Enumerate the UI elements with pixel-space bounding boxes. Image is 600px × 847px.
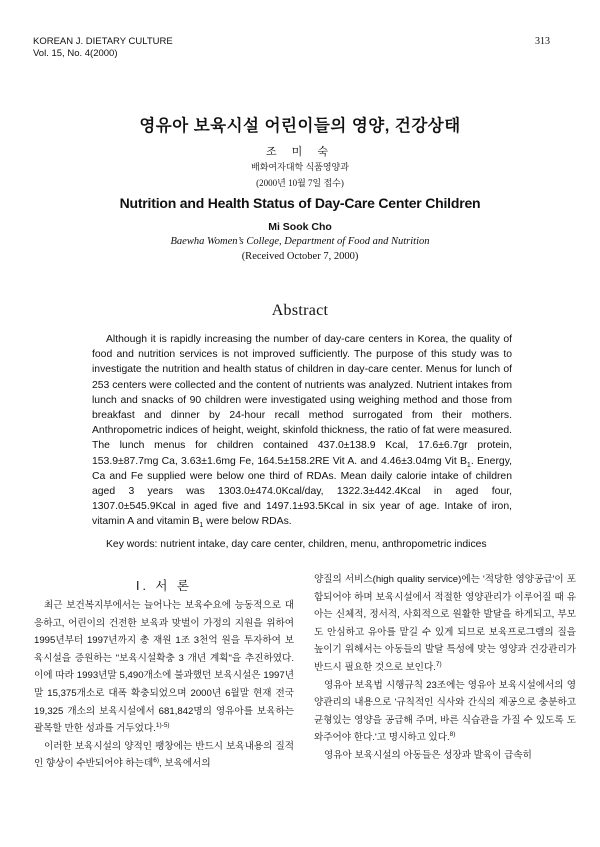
english-title: Nutrition and Health Status of Day-Care Center Children bbox=[119, 195, 481, 211]
body-paragraph bbox=[314, 571, 576, 677]
body-paragraph bbox=[314, 747, 576, 765]
paragraph-text: 양질의 서비스(high quality service)에는 '적당한 영양공급'이 포함되어야 하며 보육시설에서 적절한 영양관리가 이루어질 때 유아는 신체적, 정서적, 사회적으로 원활한 발달을 하게되고, 부모도 안심하고 유아를 맡길 수 있게 되므로 보육프로그램의 질을 높이기 위해서는 아동들의 발달 특성에 맞는 영양과 건강관리가 반드시 필요한 것으로 보인다. bbox=[314, 574, 576, 673]
body-paragraph bbox=[34, 738, 294, 773]
paragraph-text: 최근 보건복지부에서는 늘어나는 보육수요에 능동적으로 대응하고, 어린이의 건전한 보육과 맞벌이 가정의 지원을 위하여 1995년부터 1997년까지 총 재원 1조 3천억 원을 투자하여 보육시설을 증원하는 "보육시설확충 3 개년 계획"을 추진하였다. 이에 따라 1993년말 5,490개소에 불과했던 보육시설은 1997년 말 15,375개소로 대폭 확충되었으며 2000년 6월말 현재 전국 19,325 개소의 보육시설에서 681,842명의 영유아를 보육하는 괄목할 만한 성과를 거두었다. bbox=[34, 600, 294, 735]
keywords-line bbox=[106, 538, 526, 552]
korean-affiliation: 배화여자대학 식품영양과 bbox=[251, 162, 349, 172]
paragraph-text: 이러한 보육시설의 양적인 팽창에는 반드시 보육내용의 질적인 향상이 수반되어야 하는데 bbox=[34, 740, 294, 770]
english-affiliation: Baewha Women’s College, Department of Food and Nutrition bbox=[170, 236, 430, 247]
citation-ref: 8) bbox=[449, 731, 456, 739]
abstract-subscript: 1 bbox=[199, 522, 204, 530]
abstract-text-part3: were below RDAs. bbox=[203, 516, 292, 528]
english-author: Mi Sook Cho bbox=[268, 221, 332, 233]
abstract-text-part1: Although it is rapidly increasing the number of day-care centers in Korea, the quality of food and nutrition services is not improved sufficiently. The purpose of this study was to investigate the nutrition and health status of children in day-care center. Menus for lunch of 253 centers were collected and the content of nutrients was analyzed. Nutrient intakes from lunch and snacks of 90 children were investigated using weighing method and those from breakfast and dinner by 24-hour recall method surrogated from their mothers. Anthropometric indices of height, weight, skinfold thickness, the ratio of fat were measured. The lunch menus for children contained 437.0±138.9 Kcal, 17.6±6.7gr protein, 153.9±87.7mg Ca, 3.63±1.6mg Fe, 164.5±158.2RE Vit A. and 4.46±3.04mg Vit B bbox=[92, 334, 512, 467]
abstract-subscript: 1 bbox=[466, 461, 471, 469]
paragraph-text: 영유아 보육법 시행규칙 23조에는 영유아 보육시설에서의 영양관리의 내용으로 '규칙적인 식사와 간식의 제공으로 충분하고 균형있는 영양을 공급해 주며, 바른 식습관을 가질 수 있도록 도와주어야 한다.'고 명시하고 있다. bbox=[314, 679, 576, 744]
english-received-date: (Received October 7, 2000) bbox=[241, 251, 359, 262]
body-left-column bbox=[34, 597, 294, 773]
citation-ref: 1)-5) bbox=[155, 721, 170, 729]
section-title: I. 서 론 bbox=[135, 579, 193, 593]
korean-received-date: (2000년 10월 7일 접수) bbox=[256, 178, 344, 188]
journal-header bbox=[33, 36, 173, 60]
citation-ref: 6) bbox=[153, 757, 159, 765]
korean-title: 영유아 보육시설 어린이들의 영양, 건강상태 bbox=[139, 117, 461, 135]
body-right-column bbox=[314, 571, 576, 765]
keywords-label: Key words: bbox=[106, 539, 158, 550]
page-number: 313 bbox=[535, 36, 550, 47]
keywords-list: nutrient intake, day care center, children, menu, anthropometric indices bbox=[157, 539, 487, 550]
paragraph-text: , 보육에서의 bbox=[159, 758, 211, 770]
abstract-text-part2: . Energy, Ca and Fe supplied were below one third of RDAs. Mean daily calorie intake of children aged 3 years was 1303.0±474.0Kcal/day, 1322.3±442.4Kcal in aged four, 1307.0±545.9Kcal in aged five and 1497.1±93.5Kcal in six year of age. Intake of iron, vitamin A and vitamin B bbox=[92, 455, 512, 528]
journal-name: KOREAN J. DIETARY CULTURE bbox=[33, 36, 173, 47]
abstract-body bbox=[92, 332, 512, 530]
body-paragraph bbox=[34, 597, 294, 738]
paragraph-text: 영유아 보육시설의 아동들은 성장과 발육이 급속히 bbox=[324, 749, 532, 761]
korean-author: 조 미 숙 bbox=[266, 146, 334, 158]
journal-volume: Vol. 15, No. 4(2000) bbox=[33, 48, 118, 59]
abstract-paragraph bbox=[92, 332, 512, 530]
body-paragraph bbox=[314, 677, 576, 747]
citation-ref: 7) bbox=[435, 660, 442, 668]
abstract-heading: Abstract bbox=[271, 302, 329, 319]
